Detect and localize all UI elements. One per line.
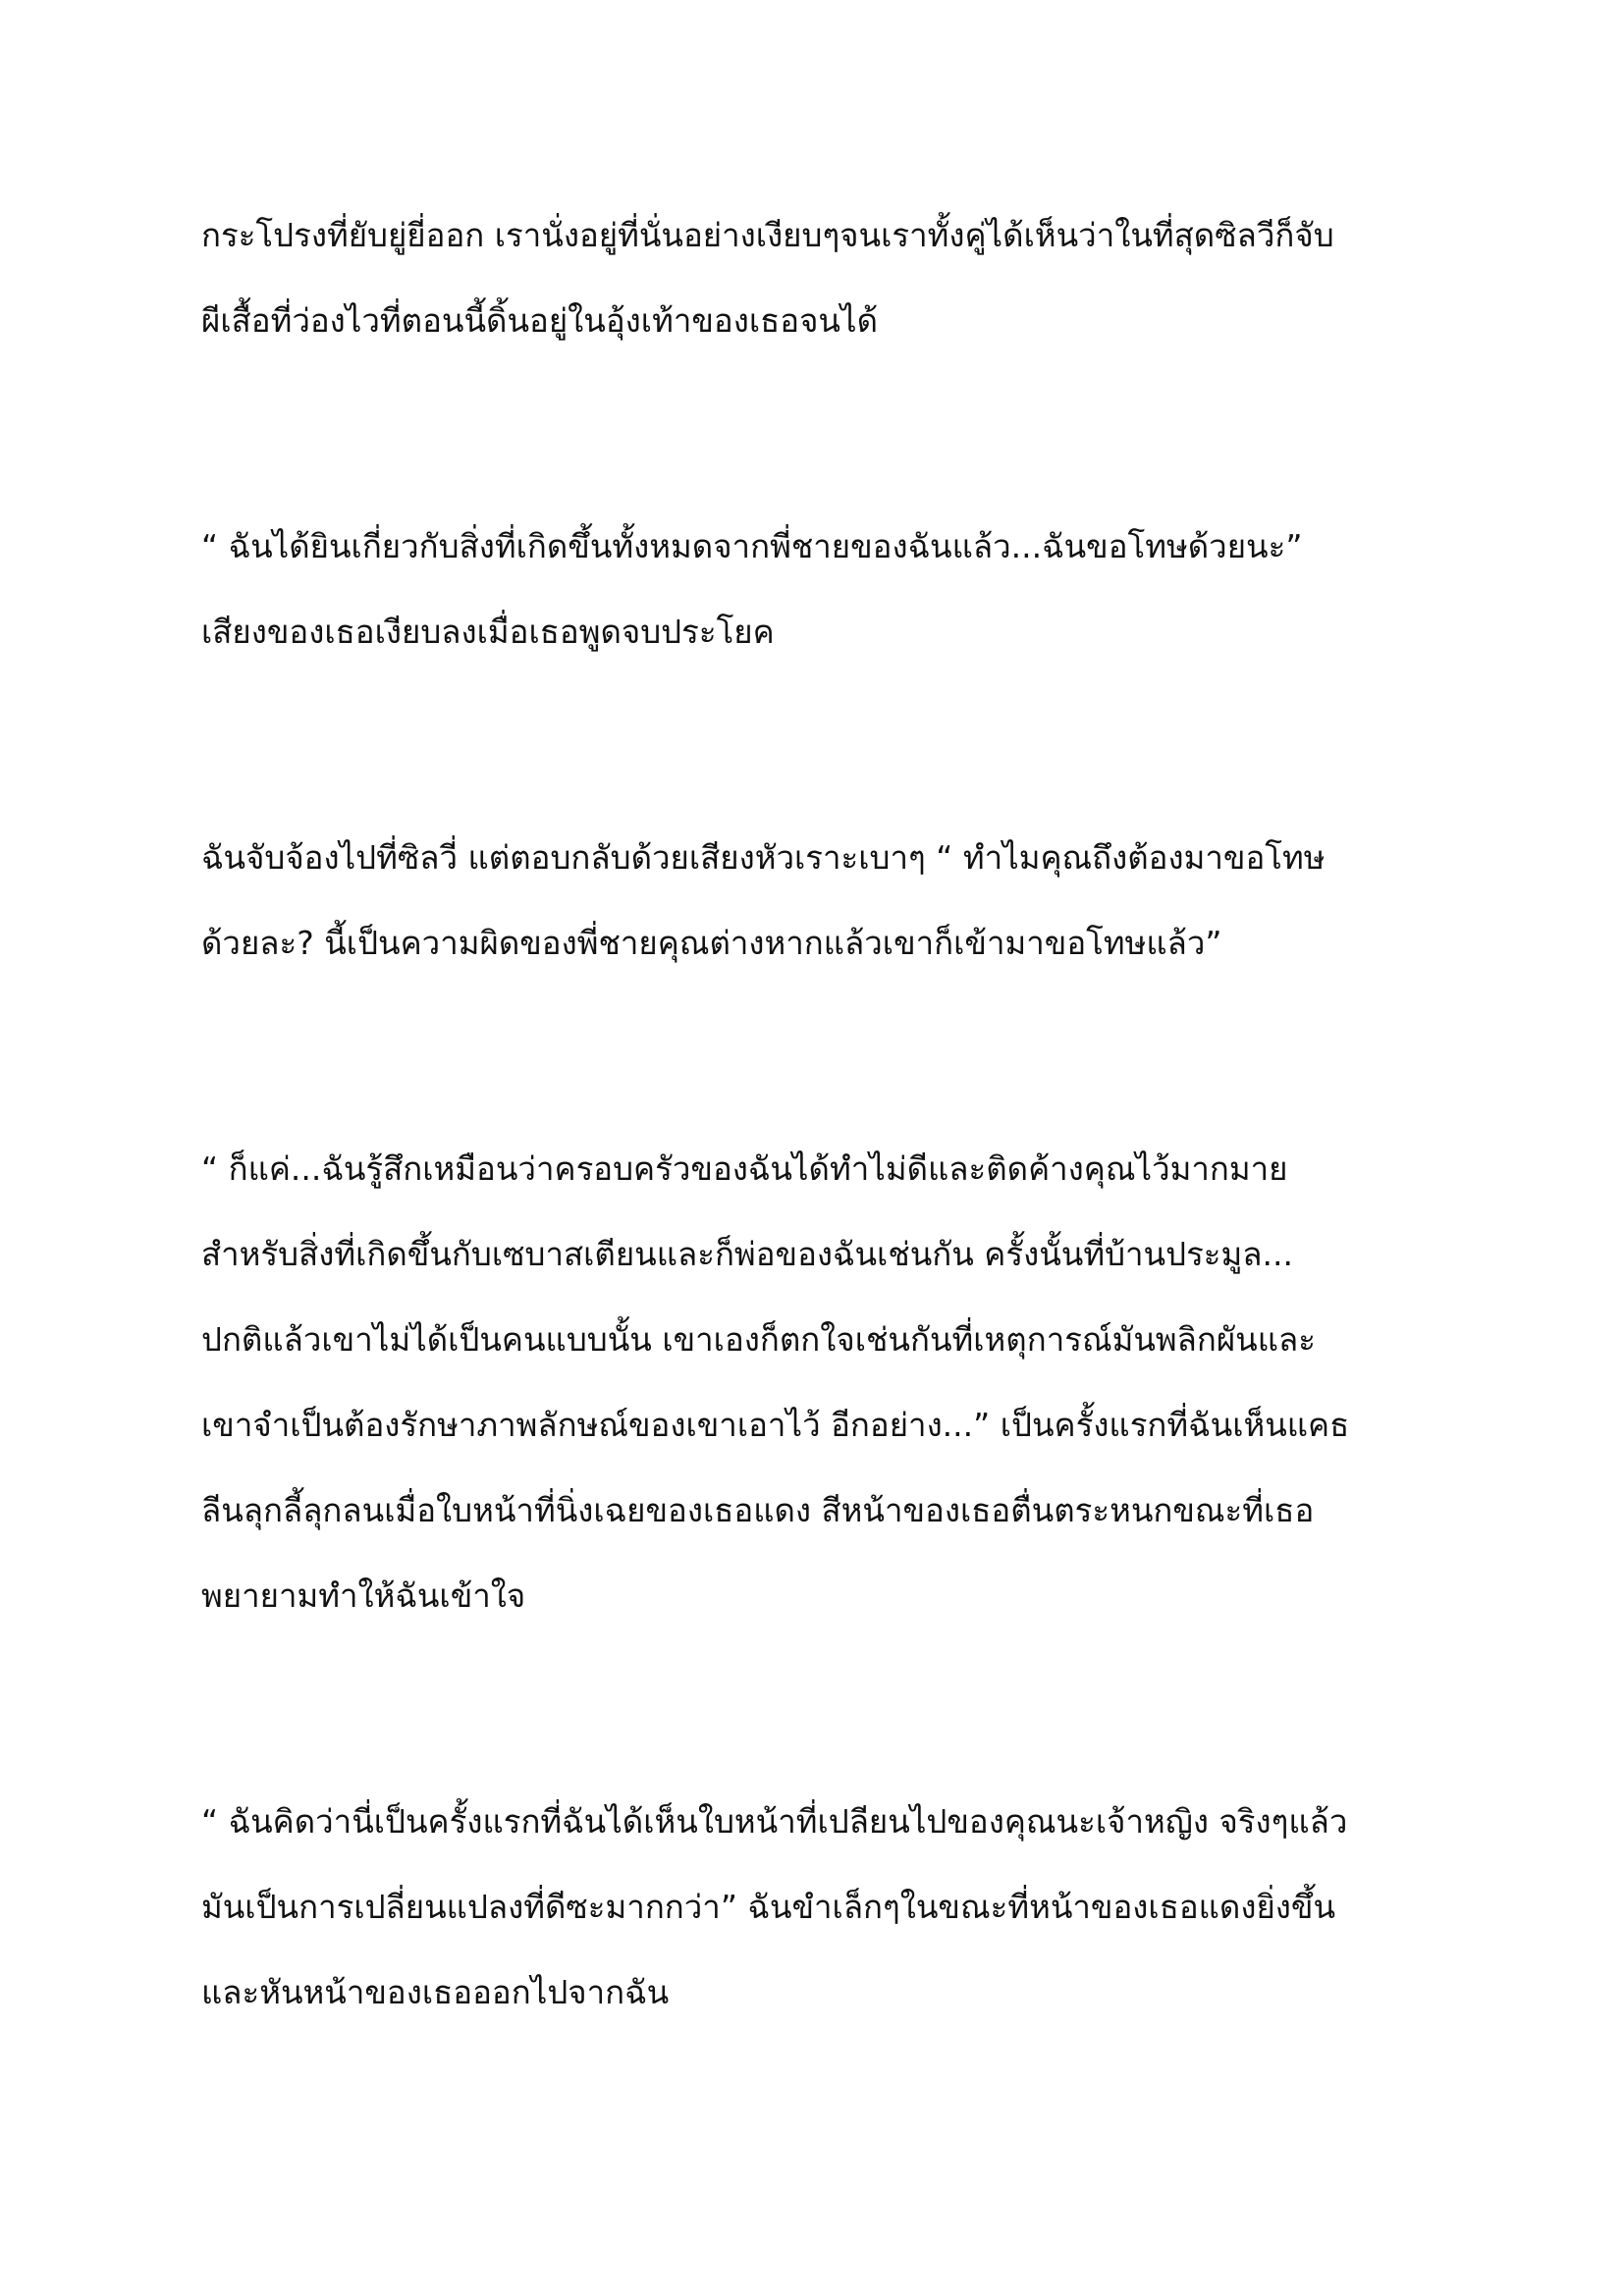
paragraph-5-line-1: “ ฉันคิดว่านี่เป็นครั้งแรกที่ฉันได้เห็นใบหน้าที่เปลียนไปของคุณนะเจ้าหญิง จริงๆแล้ว bbox=[201, 1802, 1348, 1841]
paragraph-3-line-1: ฉันจับจ้องไปที่ซิลวี่ แต่ตอบกลับด้วยเสียงหัวเราะเบาๆ “ ทำไมคุณถึงต้องมาขอโทษ bbox=[201, 838, 1326, 877]
paragraph-1-line-1: กระโปรงที่ยับยู่ยี่ออก เรานั่งอยู่ที่นั่นอย่างเงียบๆจนเราทั้งคู่ได้เห็นว่าในที่สุดซิลวีก็จับ bbox=[201, 216, 1334, 254]
paragraph-4-line-4: เขาจำเป็นต้องรักษาภาพลักษณ์ของเขาเอาไว้ อีกอย่าง...” เป็นครั้งแรกที่ฉันเห็นแคธ bbox=[201, 1406, 1350, 1444]
paragraph-4-line-6: พยายามทำให้ฉันเข้าใจ bbox=[201, 1576, 526, 1615]
paragraph-5-line-2: มันเป็นการเปลี่ยนแปลงที่ดีซะมากกว่า” ฉันขำเล็กๆในขณะที่หน้าของเธอแดงยิ่งขึ้น bbox=[201, 1888, 1336, 1926]
paragraph-4-line-5: ลีนลุกลี้ลุกลนเมื่อใบหน้าที่นิ่งเฉยของเธอแดง สีหน้าของเธอตื่นตระหนกขณะที่เธอ bbox=[201, 1491, 1315, 1529]
paragraph-5-line-3: และหันหน้าของเธอออกไปจากฉัน bbox=[201, 1973, 670, 2011]
paragraph-2-line-1: “ ฉันได้ยินเกี่ยวกับสิ่งที่เกิดขึ้นทั้งหมดจากพี่ชายของฉันแล้ว...ฉันขอโทษด้วยนะ” bbox=[201, 527, 1303, 565]
paragraph-1-line-2: ผีเสื้อที่ว่องไวที่ตอนนี้ดิ้นอยู่ในอุ้งเท้าของเธอจนได้ bbox=[201, 301, 879, 340]
paragraph-4-line-2: สำหรับสิ่งที่เกิดขึ้นกับเซบาสเตียนและก็พ่อของฉันเช่นกัน ครั้งนั้นที่บ้านประมูล... bbox=[201, 1235, 1293, 1273]
paragraph-3-line-2: ด้วยละ? นี้เป็นความผิดของพี่ชายคุณต่างหากแล้วเขาก็เข้ามาขอโทษแล้ว” bbox=[201, 924, 1222, 962]
paragraph-2-line-2: เสียงของเธอเงียบลงเมื่อเธอพูดจบประโยค bbox=[201, 613, 775, 651]
paragraph-4-line-3: ปกติแล้วเขาไม่ได้เป็นคนแบบนั้น เขาเองก็ตกใจเช่นกันที่เหตุการณ์มันพลิกผันและ bbox=[201, 1320, 1316, 1359]
paragraph-4-line-1: “ ก็แค่...ฉันรู้สึกเหมือนว่าครอบครัวของฉันได้ทำไม่ดีและติดค้างคุณไว้มากมาย bbox=[201, 1149, 1288, 1188]
